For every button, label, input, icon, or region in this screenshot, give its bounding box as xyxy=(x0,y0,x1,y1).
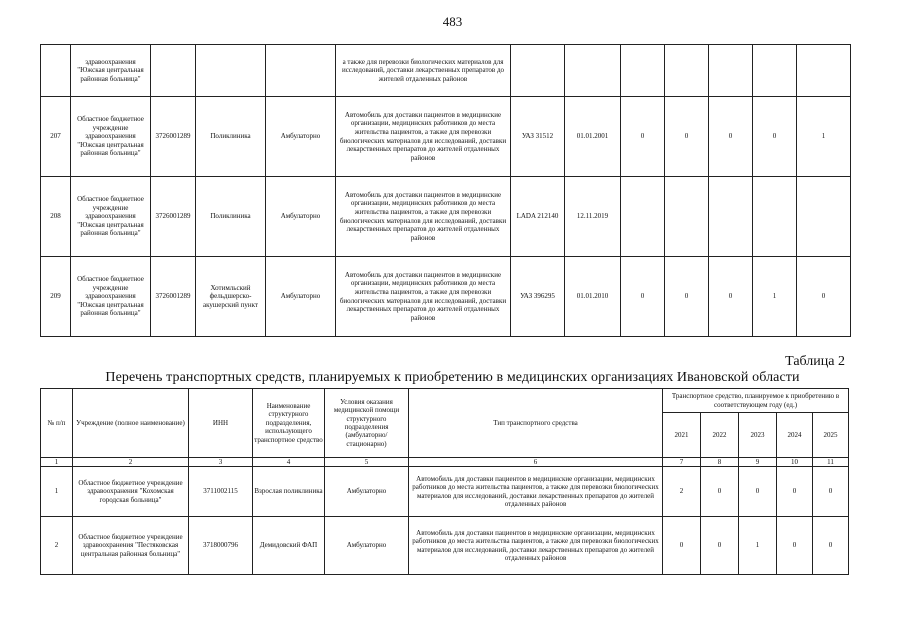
cell-value xyxy=(753,177,797,257)
cell-year-value: 0 xyxy=(701,517,739,575)
table-row xyxy=(41,45,851,97)
cell-value xyxy=(665,177,709,257)
page-number: 483 xyxy=(442,14,463,29)
cell-num: 207 xyxy=(41,97,71,177)
index-cell: 5 xyxy=(325,458,409,467)
cell-model: УАЗ 31512 xyxy=(511,97,565,177)
cell-org: Областное бюджетное учреждение здравоохранения "Южская центральная районная больница" xyxy=(71,97,151,177)
header-num: № п/п xyxy=(41,389,73,458)
index-cell: 11 xyxy=(813,458,849,467)
cell-value: 1 xyxy=(753,257,797,337)
cell-year-value: 0 xyxy=(739,467,777,517)
cell-year-value: 2 xyxy=(663,467,701,517)
cell-date: 01.01.2001 xyxy=(565,97,621,177)
index-cell: 10 xyxy=(777,458,813,467)
cell-value: 0 xyxy=(709,257,753,337)
header-row xyxy=(41,389,849,413)
cell-year-value: 0 xyxy=(777,517,813,575)
cell-unit: Поликлиника xyxy=(196,97,266,177)
header-type: Тип транспортного средства xyxy=(409,389,663,458)
header-year: 2025 xyxy=(813,413,849,458)
header-inn: ИНН xyxy=(189,389,253,458)
cell-year-value: 1 xyxy=(739,517,777,575)
cell-value: 1 xyxy=(797,97,851,177)
header-year: 2022 xyxy=(701,413,739,458)
cell-care: Амбулаторно xyxy=(325,467,409,517)
cell-value: 0 xyxy=(665,257,709,337)
cell-org: Областное бюджетное учреждение здравоохранения "Кохомская городская больница" xyxy=(73,467,189,517)
header-year: 2023 xyxy=(739,413,777,458)
cell-care: Амбулаторно xyxy=(266,97,336,177)
cell-purpose: а также для перевозки биологических материалов для исследований, доставки лекарственных препаратов до жителей отдаленных районов xyxy=(336,45,511,97)
cell-year-value: 0 xyxy=(701,467,739,517)
table-row xyxy=(41,97,851,177)
cell-unit: Демидовский ФАП xyxy=(253,517,325,575)
cell-value xyxy=(621,177,665,257)
cell-num: 2 xyxy=(41,517,73,575)
cell-value xyxy=(797,177,851,257)
cell-inn: 3726001289 xyxy=(151,177,196,257)
index-cell: 6 xyxy=(409,458,663,467)
cell-year-value: 0 xyxy=(777,467,813,517)
index-cell: 8 xyxy=(701,458,739,467)
cell-date: 01.01.2010 xyxy=(565,257,621,337)
index-cell: 3 xyxy=(189,458,253,467)
cell-model: LADA 212140 xyxy=(511,177,565,257)
cell-num: 208 xyxy=(41,177,71,257)
header-org: Учреждение (полное наименование) xyxy=(73,389,189,458)
header-care: Условия оказания медицинской помощи структурного подразделения (амбулаторно/ стационарно) xyxy=(325,389,409,458)
cell-org: Областное бюджетное учреждение здравоохранения "Южская центральная районная больница" xyxy=(71,257,151,337)
cell-model: УАЗ 396295 xyxy=(511,257,565,337)
cell-care: Амбулаторно xyxy=(266,177,336,257)
cell-value: 0 xyxy=(753,97,797,177)
planned-vehicles-table xyxy=(40,388,849,575)
cell-year-value: 0 xyxy=(663,517,701,575)
cell-org: Областное бюджетное учреждение здравоохранения "Южская центральная районная больница" xyxy=(71,177,151,257)
cell-inn: 3726001289 xyxy=(151,97,196,177)
cell-value: 0 xyxy=(621,97,665,177)
cell-care: Амбулаторно xyxy=(266,257,336,337)
header-plan: Транспортное средство, планируемое к приобретению в соответствующем году (ед.) xyxy=(663,389,849,413)
cell-inn: 3726001289 xyxy=(151,257,196,337)
cell-year-value: 0 xyxy=(813,517,849,575)
cell-value xyxy=(709,177,753,257)
cell-purpose: Автомобиль для доставки пациентов в медицинские организации, медицинских работников до места жительства пациентов, а также для перевозки биологических материалов для исследований, доставки лекарственных препаратов до жителей отдаленных районов xyxy=(336,177,511,257)
cell-value: 0 xyxy=(709,97,753,177)
table-row xyxy=(41,467,849,517)
cell-value: 0 xyxy=(621,257,665,337)
cell-inn: 3718000796 xyxy=(189,517,253,575)
cell-year-value: 0 xyxy=(813,467,849,517)
table-row xyxy=(41,177,851,257)
index-cell: 7 xyxy=(663,458,701,467)
vehicles-table-continued xyxy=(40,44,851,337)
cell-org: здравоохранения "Южская центральная районная больница" xyxy=(71,45,151,97)
cell-unit: Взрослая поликлиника xyxy=(253,467,325,517)
table-row xyxy=(41,517,849,575)
table-row xyxy=(41,257,851,337)
cell-purpose: Автомобиль для доставки пациентов в медицинские организации, медицинских работников до места жительства пациентов, а также для перевозки биологических материалов для исследований, доставки лекарственных препаратов до жителей отдаленных районов xyxy=(336,257,511,337)
cell-care: Амбулаторно xyxy=(325,517,409,575)
table-caption-title: Перечень транспортных средств, планируемых к приобретению в медицинских организациях Ивановской области xyxy=(105,370,800,385)
header-year: 2021 xyxy=(663,413,701,458)
index-cell: 2 xyxy=(73,458,189,467)
cell-num: 1 xyxy=(41,467,73,517)
cell-inn: 3711002115 xyxy=(189,467,253,517)
cell-type: Автомобиль для доставки пациентов в медицинские организации, медицинских работников до места жительства пациентов, а также для перевозки биологических материалов для исследований, доставки лекарственных препаратов до жителей отдаленных районов xyxy=(409,517,663,575)
cell-org: Областное бюджетное учреждение здравоохранения "Пестяковская центральная районная больница" xyxy=(73,517,189,575)
cell-value: 0 xyxy=(665,97,709,177)
cell-purpose: Автомобиль для доставки пациентов в медицинские организации, медицинских работников до места жительства пациентов, а также для перевозки биологических материалов для исследований, доставки лекарственных препаратов до жителей отдаленных районов xyxy=(336,97,511,177)
cell-unit: Поликлиника xyxy=(196,177,266,257)
index-row xyxy=(41,458,849,467)
index-cell: 1 xyxy=(41,458,73,467)
index-cell: 9 xyxy=(739,458,777,467)
header-unit: Наименование структурного подразделения, использующего транспортное средство xyxy=(253,389,325,458)
cell-value: 0 xyxy=(797,257,851,337)
table-caption-label: Таблица 2 xyxy=(785,354,845,369)
cell-unit: Хотимльский фельдшерско-акушерский пункт xyxy=(196,257,266,337)
cell-type: Автомобиль для доставки пациентов в медицинские организации, медицинских работников до места жительства пациентов, а также для перевозки биологических материалов для исследований, доставки лекарственных препаратов до жителей отдаленных районов xyxy=(409,467,663,517)
cell-num: 209 xyxy=(41,257,71,337)
header-year: 2024 xyxy=(777,413,813,458)
index-cell: 4 xyxy=(253,458,325,467)
cell-date: 12.11.2019 xyxy=(565,177,621,257)
